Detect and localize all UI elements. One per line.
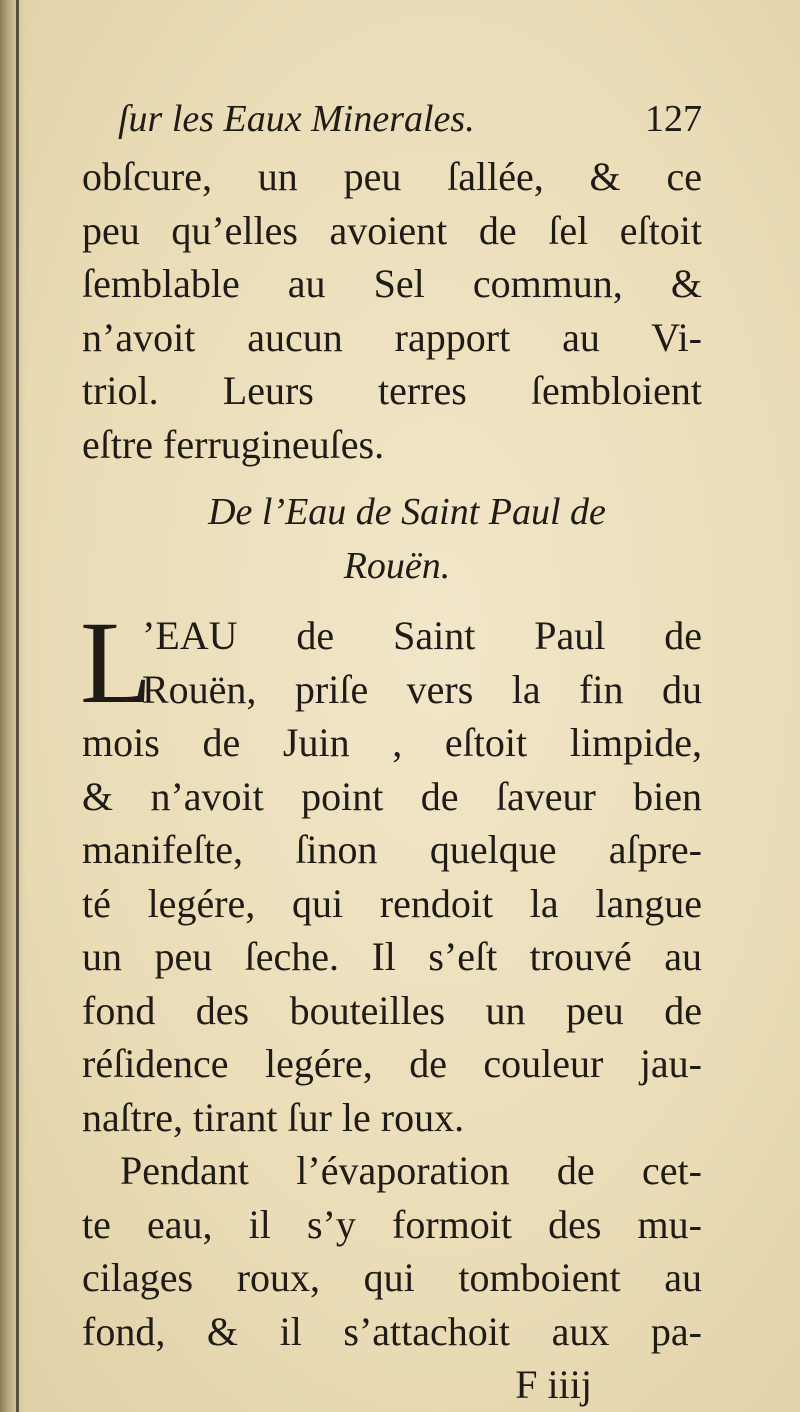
paragraph-3 (82, 1144, 702, 1358)
running-title: ſur les Eaux Minerales. (118, 98, 475, 140)
text-line: Pendant l’évaporation de cet- (120, 1148, 702, 1193)
section-title-line-1: De l’Eau de Saint Paul de (208, 491, 606, 533)
paragraph-2 (80, 597, 702, 1144)
page-gutter (0, 0, 26, 1412)
section-title-line-2: Rouën. (343, 545, 451, 587)
text-line: n’avoit aucun rapport au Vi- (82, 314, 702, 360)
text-line: cilages roux, qui tomboient au (82, 1255, 702, 1300)
text-line: triol. Leurs terres ſembloient (82, 368, 702, 413)
text-block (82, 88, 702, 1412)
signature-mark: F iiij (515, 1362, 592, 1407)
text-line: obſcure, un peu ſallée, & ce (82, 154, 702, 199)
gutter-edge (16, 0, 19, 1412)
text-line: fond, & il s’attachoit aux pa- (82, 1308, 702, 1354)
text-line: te eau, il s’y formoit des mu- (82, 1201, 702, 1247)
text-line: ſemblable au Sel commun, & (82, 261, 702, 306)
text-line: té legére, qui rendoit la langue (82, 880, 702, 926)
text-line: eſtre ferrugineuſes. (82, 421, 385, 467)
section-heading (82, 485, 702, 593)
text-line: réſidence legére, de couleur jau- (82, 1041, 702, 1086)
text-line: Rouën, priſe vers la fin du (142, 666, 702, 712)
text-line: manifeſte, ſinon quelque aſpre- (82, 827, 702, 872)
text-line: peu qu’elles avoient de ſel eſtoit (82, 207, 702, 253)
drop-cap: L (80, 597, 153, 728)
text-line: un peu ſeche. Il s’eſt trouvé au (82, 934, 702, 979)
text-line: & n’avoit point de ſaveur bien (82, 773, 702, 819)
text-line: mois de Juin , eſtoit limpide, (82, 720, 702, 765)
text-line: fond des bouteilles un peu de (82, 987, 702, 1033)
paragraph-1 (82, 150, 702, 471)
text-line: ’EAU de Saint Paul de (142, 613, 702, 658)
text-line: naſtre, tirant ſur le roux. (82, 1094, 465, 1140)
page-number: 127 (645, 98, 702, 140)
running-header (82, 88, 702, 150)
